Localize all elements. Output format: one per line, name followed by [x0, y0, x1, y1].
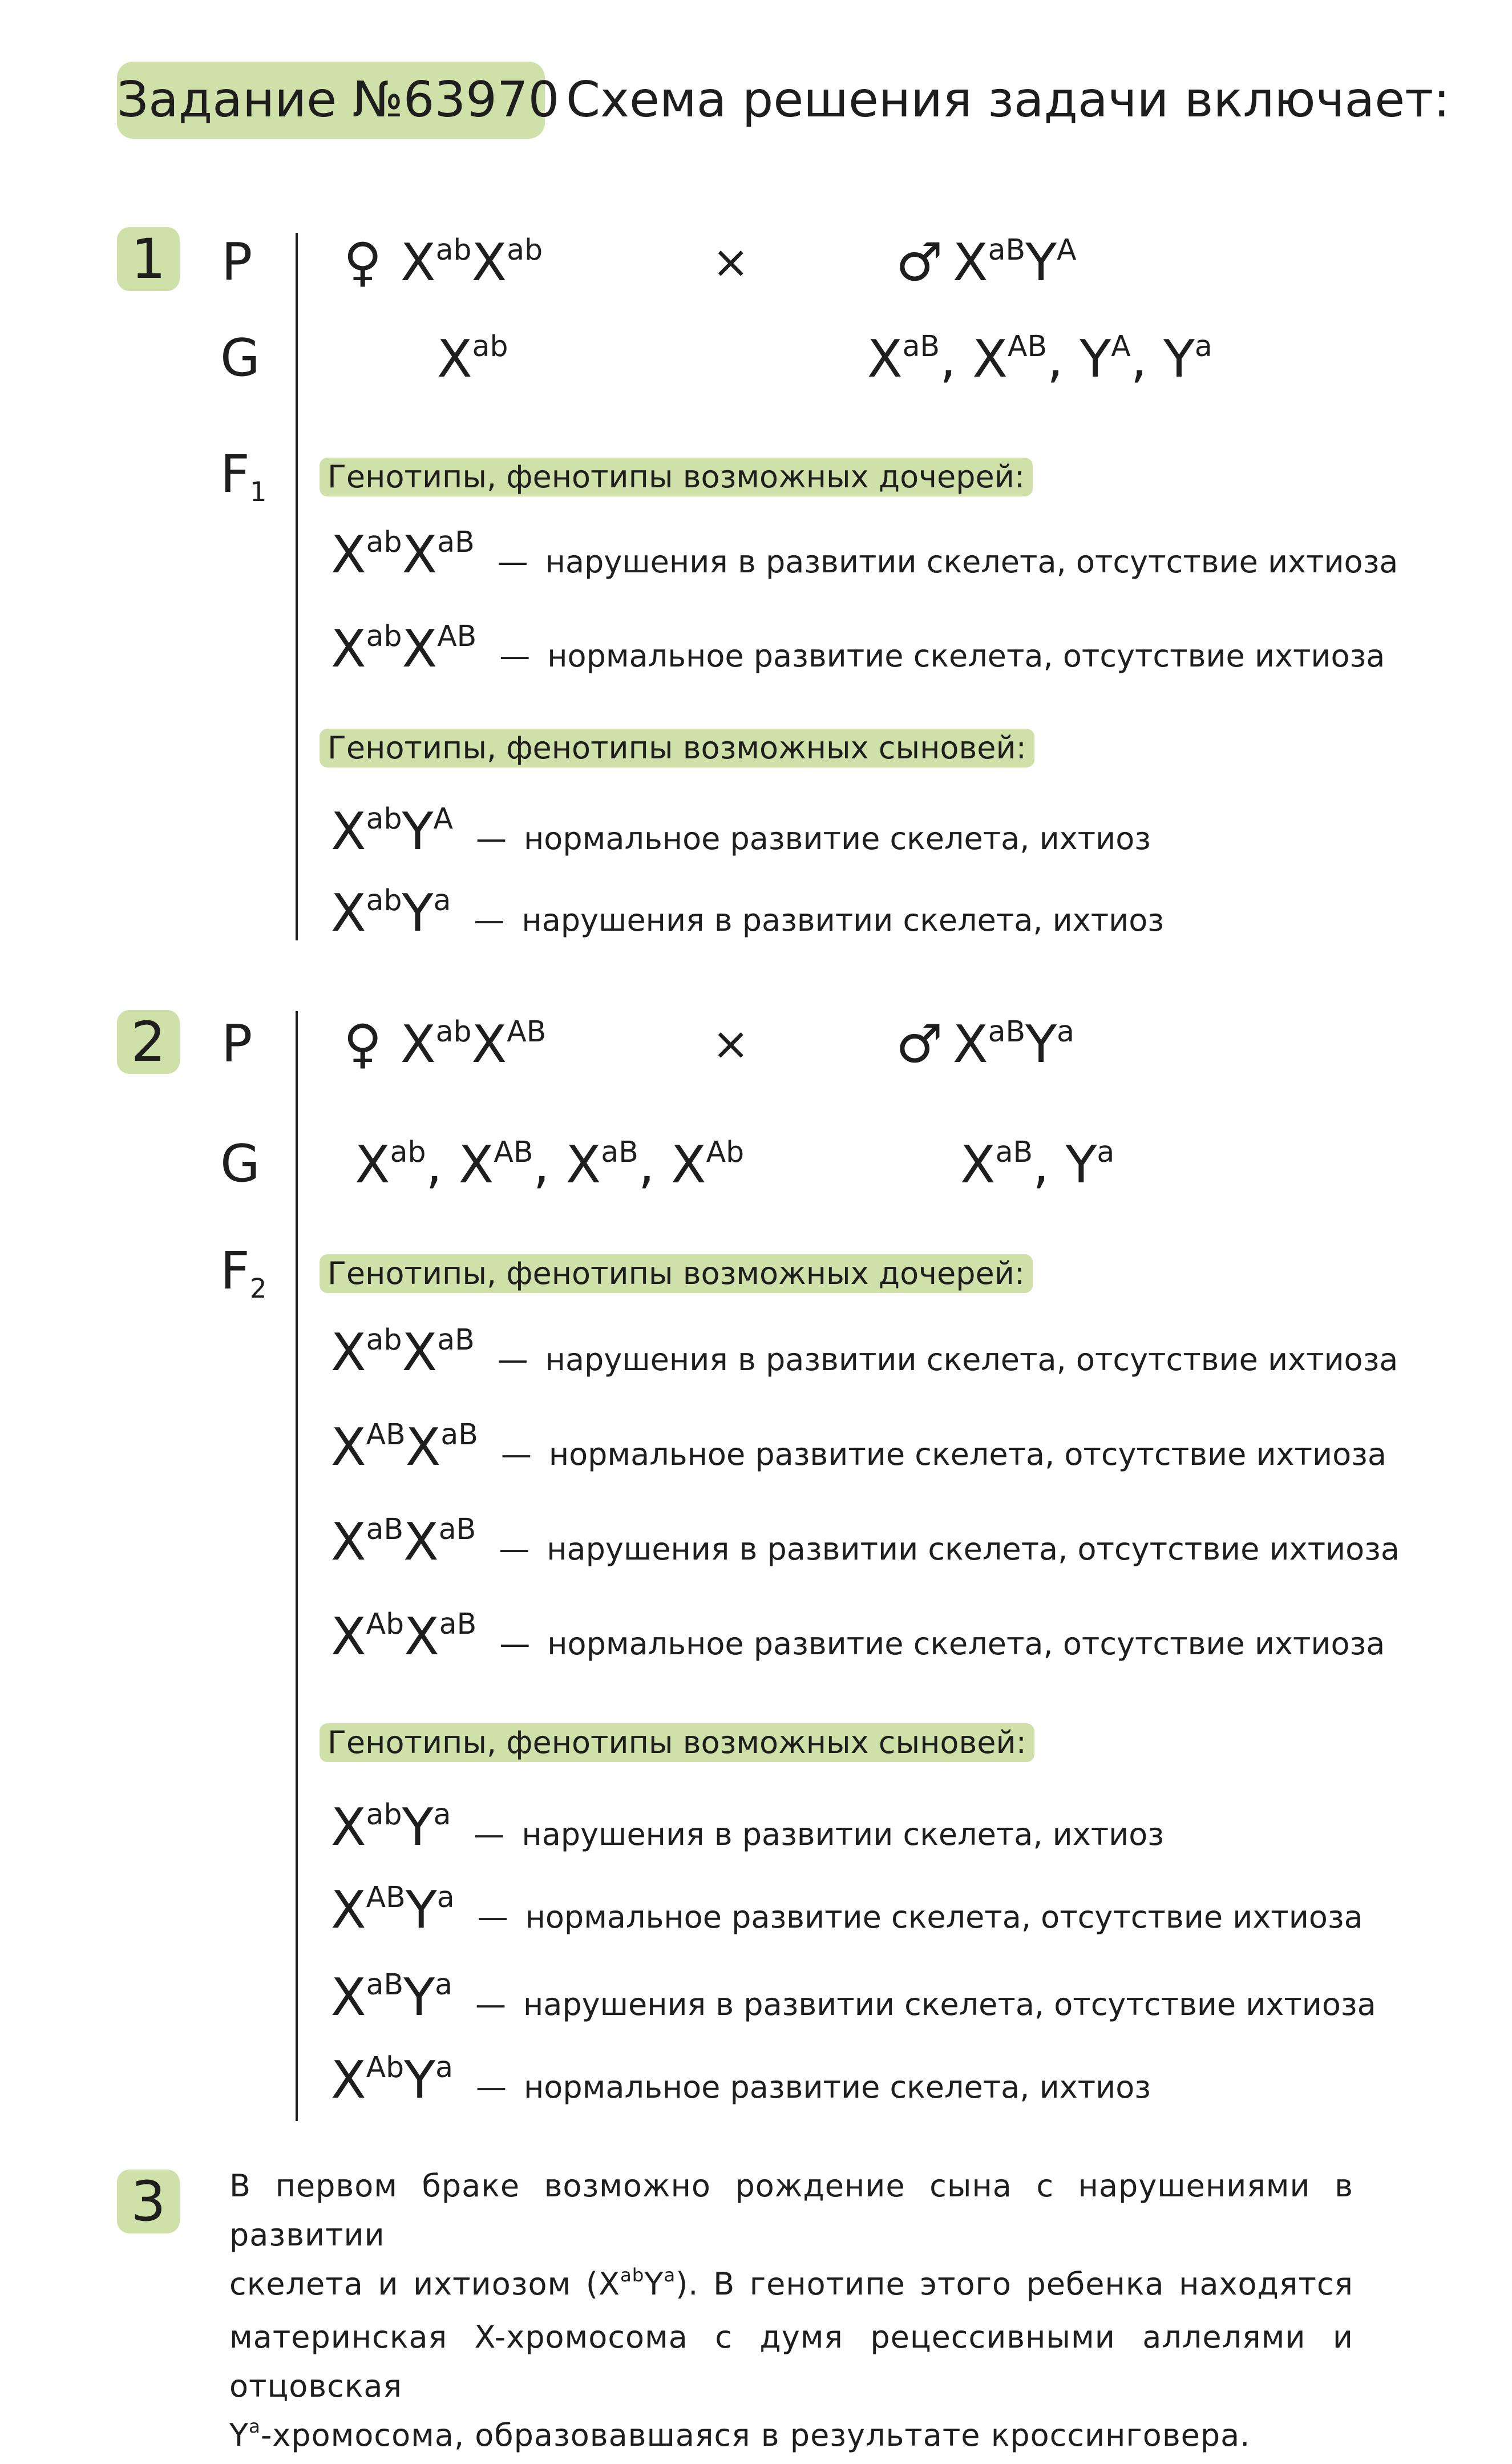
offspring-row: $X^{ab}X^{aB}$ — нарушения в развитии скелета, отсутствие ихтиоза — [331, 1322, 1398, 1383]
gamete-female-1: $X^{ab}$ — [437, 329, 508, 389]
conclusion-line: $Y^a$-хромосома, образовавшаяся в результате кроссинговера. — [229, 2415, 1251, 2453]
offspring-row: $X^{ab}X^{AB}$ — нормальное развитие скелета, отсутствие ихтиоза — [331, 619, 1385, 679]
parent-female-2: ♀ $X^{ab}X^{AB}$ — [343, 1013, 547, 1075]
step-badge-1: 1 — [117, 227, 180, 291]
offspring-row: $X^{aB}Y^a$ — нарушения в развитии скелета, отсутствие ихтиоза — [331, 1967, 1376, 2027]
conclusion-line: скелета и ихтиозом $(X^{ab}Y^a)$. В генотипе этого ребенка находятся — [229, 2264, 1353, 2302]
conclusion-paragraph — [229, 2162, 1353, 2464]
female-symbol-icon: ♀ — [343, 1013, 382, 1075]
parent-male-2: ♂ $X^{aB}Y^a$ — [896, 1013, 1074, 1075]
female-symbol-icon: ♀ — [343, 232, 382, 293]
label-g-2: G — [220, 1134, 260, 1194]
conclusion-line: В первом браке возможно рождение сына с нарушениями в развитии — [229, 2168, 1353, 2253]
parent-male-1: ♂ $X^{aB}Y^A$ — [896, 232, 1077, 293]
parent-female-1: ♀ $X^{ab}X^{ab}$ — [343, 232, 543, 293]
offspring-row: $X^{Ab}X^{aB}$ — нормальное развитие скелета, отсутствие ихтиоза — [331, 1606, 1385, 1667]
male-symbol-icon: ♂ — [896, 1013, 943, 1075]
task-number-badge: Задание №63970 — [117, 62, 545, 139]
sons-header-1: Генотипы, фенотипы возможных сыновей: — [320, 729, 1034, 768]
step-badge-2: 2 — [117, 1010, 180, 1074]
gamete-male-2: $X^{aB}$, $Y^a$ — [960, 1134, 1115, 1195]
gamete-male-1: $X^{aB}$, $X^{AB}$, $Y^A$, $Y^a$ — [867, 329, 1212, 389]
label-g-1: G — [220, 328, 260, 388]
page-title: Схема решения задачи включает: — [566, 71, 1450, 128]
cross-symbol-2: × — [712, 1019, 750, 1070]
offspring-row: $X^{ab}Y^A$ — нормальное развитие скелета, ихтиоз — [331, 801, 1151, 862]
label-f1: F1 — [220, 445, 267, 508]
offspring-row: $X^{ab}X^{aB}$ — нарушения в развитии скелета, отсутствие ихтиоза — [331, 524, 1398, 585]
scheme-divider-1 — [296, 233, 298, 940]
cross-symbol-1: × — [712, 237, 750, 288]
label-p-2: P — [221, 1014, 253, 1074]
label-p-1: P — [221, 232, 253, 292]
male-symbol-icon: ♂ — [896, 232, 943, 293]
offspring-row: $X^{aB}X^{aB}$ — нарушения в развитии скелета, отсутствие ихтиоза — [331, 1512, 1400, 1572]
daughters-header-1: Генотипы, фенотипы возможных дочерей: — [320, 458, 1033, 496]
offspring-row: $X^{ab}Y^a$ — нарушения в развитии скелета, ихтиоз — [331, 883, 1165, 943]
offspring-row: $X^{AB}X^{aB}$ — нормальное развитие скелета, отсутствие ихтиоза — [331, 1417, 1386, 1477]
offspring-row: $X^{AB}Y^a$ — нормальное развитие скелета, отсутствие ихтиоза — [331, 1880, 1363, 1940]
conclusion-line: материнская X-хромосома с думя рецессивными аллелями и отцовская — [229, 2319, 1353, 2404]
offspring-row: $X^{Ab}Y^a$ — нормальное развитие скелета, ихтиоз — [331, 2050, 1151, 2110]
scheme-divider-2 — [296, 1011, 298, 2121]
offspring-row: $X^{ab}Y^a$ — нарушения в развитии скелета, ихтиоз — [331, 1797, 1165, 1857]
gamete-female-2: $X^{ab}$, $X^{AB}$, $X^{aB}$, $X^{Ab}$ — [355, 1134, 745, 1195]
daughters-header-2: Генотипы, фенотипы возможных дочерей: — [320, 1254, 1033, 1293]
step-badge-3: 3 — [117, 2170, 180, 2233]
sons-header-2: Генотипы, фенотипы возможных сыновей: — [320, 1723, 1034, 1762]
label-f2: F2 — [220, 1241, 267, 1305]
